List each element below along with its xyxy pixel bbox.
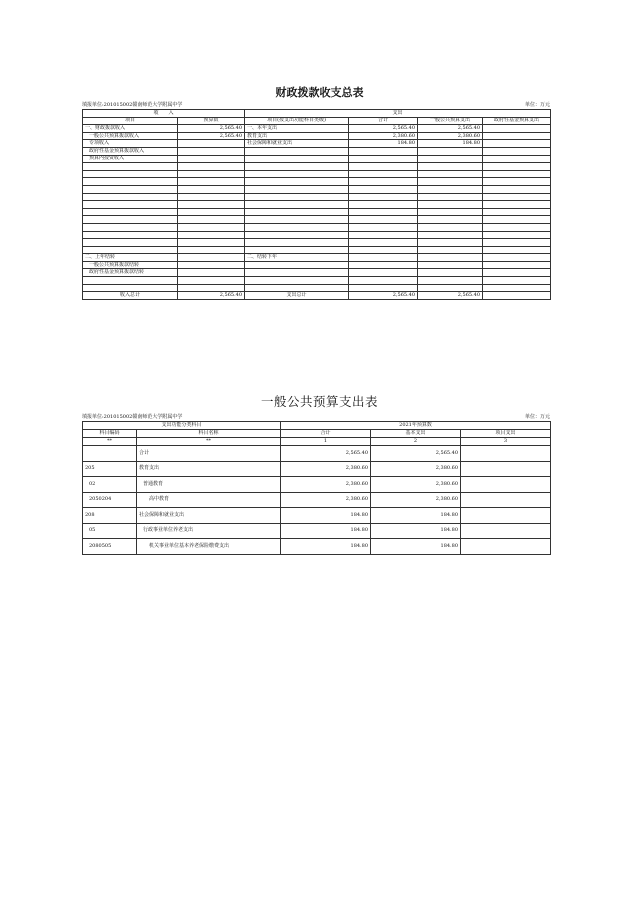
- table-row: [83, 446, 551, 462]
- expense-item-cell: [245, 170, 349, 178]
- gov-fund-total-value: [483, 292, 551, 300]
- code-cell: 02: [83, 477, 137, 493]
- table-row: [83, 277, 551, 285]
- col-basic-header: 基本支出: [371, 430, 461, 438]
- table-row: [83, 261, 551, 269]
- table1-unit-label: 填报单位:201015002赣南师范大学附属中学: [82, 102, 183, 108]
- gov-fund-cell: [483, 185, 551, 193]
- table-row: [83, 284, 551, 292]
- gov-fund-cell: [483, 178, 551, 186]
- project-cell: [461, 477, 551, 493]
- expense-item-cell: [245, 231, 349, 239]
- expense-item-cell: 教育支出: [245, 132, 349, 140]
- budget-cell: [178, 185, 245, 193]
- general-cell: [418, 155, 483, 163]
- total-cell: [349, 231, 418, 239]
- general-cell: [418, 163, 483, 171]
- table2-unit-right: 单位：万元: [524, 414, 550, 420]
- table-row: [83, 461, 551, 477]
- expense-item-cell: 二、结转下年: [245, 254, 349, 262]
- total-cell: 2,565.40: [349, 125, 418, 133]
- code-cell: 05: [83, 523, 137, 539]
- total-cell: [349, 178, 418, 186]
- income-item-cell: 专项收入: [83, 140, 178, 148]
- total-cell: [349, 277, 418, 285]
- total-cell: 2,380.60: [281, 461, 371, 477]
- income-item-cell: 一般公共预算拨款收入: [83, 132, 178, 140]
- budget-cell: 2,565.40: [178, 125, 245, 133]
- income-total-value: 2,565.40: [178, 292, 245, 300]
- gov-fund-cell: [483, 132, 551, 140]
- table-row: [83, 163, 551, 171]
- gov-fund-cell: [483, 231, 551, 239]
- general-total-value: 2,565.40: [418, 292, 483, 300]
- total-cell: [349, 185, 418, 193]
- general-cell: [418, 185, 483, 193]
- total-cell: 184.80: [281, 508, 371, 524]
- expense-item-cell: [245, 216, 349, 224]
- budget-cell: [178, 155, 245, 163]
- expense-item-cell: [245, 284, 349, 292]
- general-cell: [418, 170, 483, 178]
- col-code-header: 科目编码: [83, 430, 137, 438]
- income-item-cell: [83, 193, 178, 201]
- gov-fund-cell: [483, 261, 551, 269]
- expense-header: 支出: [245, 110, 551, 118]
- budget-cell: [178, 261, 245, 269]
- table-row: [83, 125, 551, 133]
- total-cell: 2,380.60: [281, 477, 371, 493]
- table-row: [83, 201, 551, 209]
- general-cell: 2,380.60: [418, 132, 483, 140]
- table-row: [83, 239, 551, 247]
- table-row: [83, 492, 551, 508]
- gov-fund-cell: [483, 193, 551, 201]
- income-item-cell: [83, 201, 178, 209]
- name-cell: 普通教育: [137, 477, 281, 493]
- col-total-header: 合计: [349, 117, 418, 125]
- gov-fund-cell: [483, 170, 551, 178]
- col-general-header: 一般公共预算支出: [418, 117, 483, 125]
- income-item-cell: [83, 163, 178, 171]
- project-cell: [461, 492, 551, 508]
- income-item-cell: 一般公共预算拨款结转: [83, 261, 178, 269]
- total-cell: [349, 201, 418, 209]
- name-cell: 行政事业单位养老支出: [137, 523, 281, 539]
- table2-unit-label: 填报单位:201015002赣南师范大学附属中学: [82, 414, 183, 420]
- budget-cell: [178, 223, 245, 231]
- project-cell: [461, 446, 551, 462]
- budget-cell: [178, 170, 245, 178]
- gov-fund-cell: [483, 216, 551, 224]
- total-cell: 184.80: [349, 140, 418, 148]
- basic-cell: 184.80: [371, 539, 461, 555]
- table-row: [83, 508, 551, 524]
- code-cell: 2080505: [83, 539, 137, 555]
- gov-fund-cell: [483, 284, 551, 292]
- general-cell: [418, 223, 483, 231]
- general-cell: 184.80: [418, 140, 483, 148]
- func-class-header: 支出功能分类科目: [83, 422, 281, 430]
- general-cell: [418, 254, 483, 262]
- budget-cell: [178, 246, 245, 254]
- gov-fund-cell: [483, 147, 551, 155]
- table-row: [83, 208, 551, 216]
- total-cell: 2,380.60: [349, 132, 418, 140]
- table-row: [83, 477, 551, 493]
- name-cell: 合计: [137, 446, 281, 462]
- budget-cell: 2,565.40: [178, 132, 245, 140]
- total-cell: 2,565.40: [281, 446, 371, 462]
- col-budget-header: 预算数: [178, 117, 245, 125]
- general-cell: [418, 277, 483, 285]
- total-cell: [349, 254, 418, 262]
- name-cell: 社会保障和就业支出: [137, 508, 281, 524]
- table-row: [83, 147, 551, 155]
- budget-cell: [178, 284, 245, 292]
- name-cell: 机关事业单位基本养老保险缴费支出: [137, 539, 281, 555]
- income-item-cell: [83, 216, 178, 224]
- income-item-cell: 一、财政拨款收入: [83, 125, 178, 133]
- income-item-cell: [83, 239, 178, 247]
- gov-fund-cell: [483, 155, 551, 163]
- expense-item-cell: [245, 223, 349, 231]
- income-item-cell: [83, 223, 178, 231]
- total-cell: [349, 261, 418, 269]
- expense-item-cell: [245, 163, 349, 171]
- year-budget-header: 2021年预算数: [281, 422, 551, 430]
- gov-fund-cell: [483, 125, 551, 133]
- budget-cell: [178, 216, 245, 224]
- basic-cell: 184.80: [371, 508, 461, 524]
- expense-total-value: 2,565.40: [349, 292, 418, 300]
- idx-code: **: [83, 438, 137, 446]
- code-cell: 208: [83, 508, 137, 524]
- col-gov-fund-header: 政府性基金预算支出: [483, 117, 551, 125]
- general-cell: [418, 269, 483, 277]
- income-item-cell: [83, 246, 178, 254]
- income-item-cell: [83, 231, 178, 239]
- total-row: [83, 292, 551, 300]
- expense-item-cell: [245, 246, 349, 254]
- total-cell: [349, 147, 418, 155]
- idx-name: **: [137, 438, 281, 446]
- income-item-cell: [83, 170, 178, 178]
- basic-cell: 2,380.60: [371, 461, 461, 477]
- project-cell: [461, 461, 551, 477]
- table-row: [83, 140, 551, 148]
- expense-item-cell: 一、本年支出: [245, 125, 349, 133]
- budget-cell: [178, 277, 245, 285]
- general-cell: [418, 239, 483, 247]
- general-cell: [418, 246, 483, 254]
- budget-cell: [178, 231, 245, 239]
- table1-title: 财政拨款收支总表: [275, 86, 364, 99]
- table-row: [83, 254, 551, 262]
- general-cell: [418, 284, 483, 292]
- table-row: [83, 246, 551, 254]
- general-cell: [418, 216, 483, 224]
- income-item-cell: 预算内投资收入: [83, 155, 178, 163]
- expense-item-cell: [245, 147, 349, 155]
- budget-cell: [178, 147, 245, 155]
- fiscal-summary-table: [82, 109, 551, 300]
- expense-item-cell: [245, 277, 349, 285]
- total-cell: [349, 193, 418, 201]
- table-row: [83, 269, 551, 277]
- general-cell: 2,565.40: [418, 125, 483, 133]
- total-cell: [349, 269, 418, 277]
- project-cell: [461, 539, 551, 555]
- general-cell: [418, 193, 483, 201]
- name-cell: 高中教育: [137, 492, 281, 508]
- expense-item-cell: [245, 269, 349, 277]
- total-cell: [349, 239, 418, 247]
- total-cell: 184.80: [281, 523, 371, 539]
- expense-item-cell: [245, 178, 349, 186]
- expense-item-cell: [245, 193, 349, 201]
- expense-item-cell: [245, 155, 349, 163]
- col-item-header: 项目: [83, 117, 178, 125]
- budget-cell: [178, 140, 245, 148]
- code-cell: 205: [83, 461, 137, 477]
- income-header: 收 入: [83, 110, 245, 118]
- name-cell: 教育支出: [137, 461, 281, 477]
- income-item-cell: [83, 185, 178, 193]
- general-cell: [418, 201, 483, 209]
- expense-item-cell: [245, 261, 349, 269]
- table-row: [83, 170, 551, 178]
- gov-fund-cell: [483, 239, 551, 247]
- total-cell: [349, 246, 418, 254]
- income-item-cell: [83, 178, 178, 186]
- general-cell: [418, 178, 483, 186]
- budget-cell: [178, 178, 245, 186]
- income-item-cell: [83, 208, 178, 216]
- total-cell: [349, 216, 418, 224]
- general-cell: [418, 147, 483, 155]
- general-cell: [418, 261, 483, 269]
- project-cell: [461, 508, 551, 524]
- basic-cell: 184.80: [371, 523, 461, 539]
- expense-item-cell: [245, 239, 349, 247]
- gov-fund-cell: [483, 140, 551, 148]
- total-cell: [349, 208, 418, 216]
- expense-total-label: 支出总计: [245, 292, 349, 300]
- income-item-cell: 政府性基金预算拨款收入: [83, 147, 178, 155]
- general-cell: [418, 208, 483, 216]
- budget-cell: [178, 163, 245, 171]
- table-row: [83, 155, 551, 163]
- expense-item-cell: 社会保障和就业支出: [245, 140, 349, 148]
- col-exp-item-header: 项目(按支出功能科目类级): [245, 117, 349, 125]
- total-cell: [349, 155, 418, 163]
- budget-cell: [178, 239, 245, 247]
- gov-fund-cell: [483, 163, 551, 171]
- total-cell: [349, 163, 418, 171]
- project-cell: [461, 523, 551, 539]
- table-row: [83, 216, 551, 224]
- gov-fund-cell: [483, 223, 551, 231]
- total-cell: [349, 223, 418, 231]
- income-item-cell: [83, 284, 178, 292]
- gov-fund-cell: [483, 277, 551, 285]
- income-item-cell: 二、上年结转: [83, 254, 178, 262]
- budget-cell: [178, 193, 245, 201]
- table-row: [83, 539, 551, 555]
- idx-2: 2: [371, 438, 461, 446]
- income-total-label: 收入总计: [83, 292, 178, 300]
- idx-1: 1: [281, 438, 371, 446]
- general-cell: [418, 231, 483, 239]
- total-cell: [349, 284, 418, 292]
- gov-fund-cell: [483, 246, 551, 254]
- idx-3: 3: [461, 438, 551, 446]
- total-cell: [349, 170, 418, 178]
- col-project-header: 项目支出: [461, 430, 551, 438]
- table-row: [83, 178, 551, 186]
- table-row: [83, 231, 551, 239]
- total-cell: 184.80: [281, 539, 371, 555]
- gov-fund-cell: [483, 269, 551, 277]
- expense-item-cell: [245, 201, 349, 209]
- budget-cell: [178, 201, 245, 209]
- total-cell: 2,380.60: [281, 492, 371, 508]
- table-row: [83, 185, 551, 193]
- table-row: [83, 193, 551, 201]
- basic-cell: 2,380.60: [371, 492, 461, 508]
- table2-title: 一般公共预算支出表: [260, 394, 378, 409]
- table-row: [83, 223, 551, 231]
- code-cell: 2050204: [83, 492, 137, 508]
- basic-cell: 2,380.60: [371, 477, 461, 493]
- gov-fund-cell: [483, 254, 551, 262]
- basic-cell: 2,565.40: [371, 446, 461, 462]
- table-row: [83, 132, 551, 140]
- income-item-cell: [83, 277, 178, 285]
- gov-fund-cell: [483, 201, 551, 209]
- table-row: [83, 523, 551, 539]
- budget-cell: [178, 208, 245, 216]
- expense-item-cell: [245, 208, 349, 216]
- income-item-cell: 政府性基金预算拨款结转: [83, 269, 178, 277]
- col-name-header: 科目名称: [137, 430, 281, 438]
- col-total-header: 合计: [281, 430, 371, 438]
- budget-cell: [178, 269, 245, 277]
- general-budget-expense-table: [82, 421, 551, 555]
- expense-item-cell: [245, 185, 349, 193]
- table1-unit-right: 单位：万元: [524, 102, 550, 108]
- code-cell: [83, 446, 137, 462]
- gov-fund-cell: [483, 208, 551, 216]
- budget-cell: [178, 254, 245, 262]
